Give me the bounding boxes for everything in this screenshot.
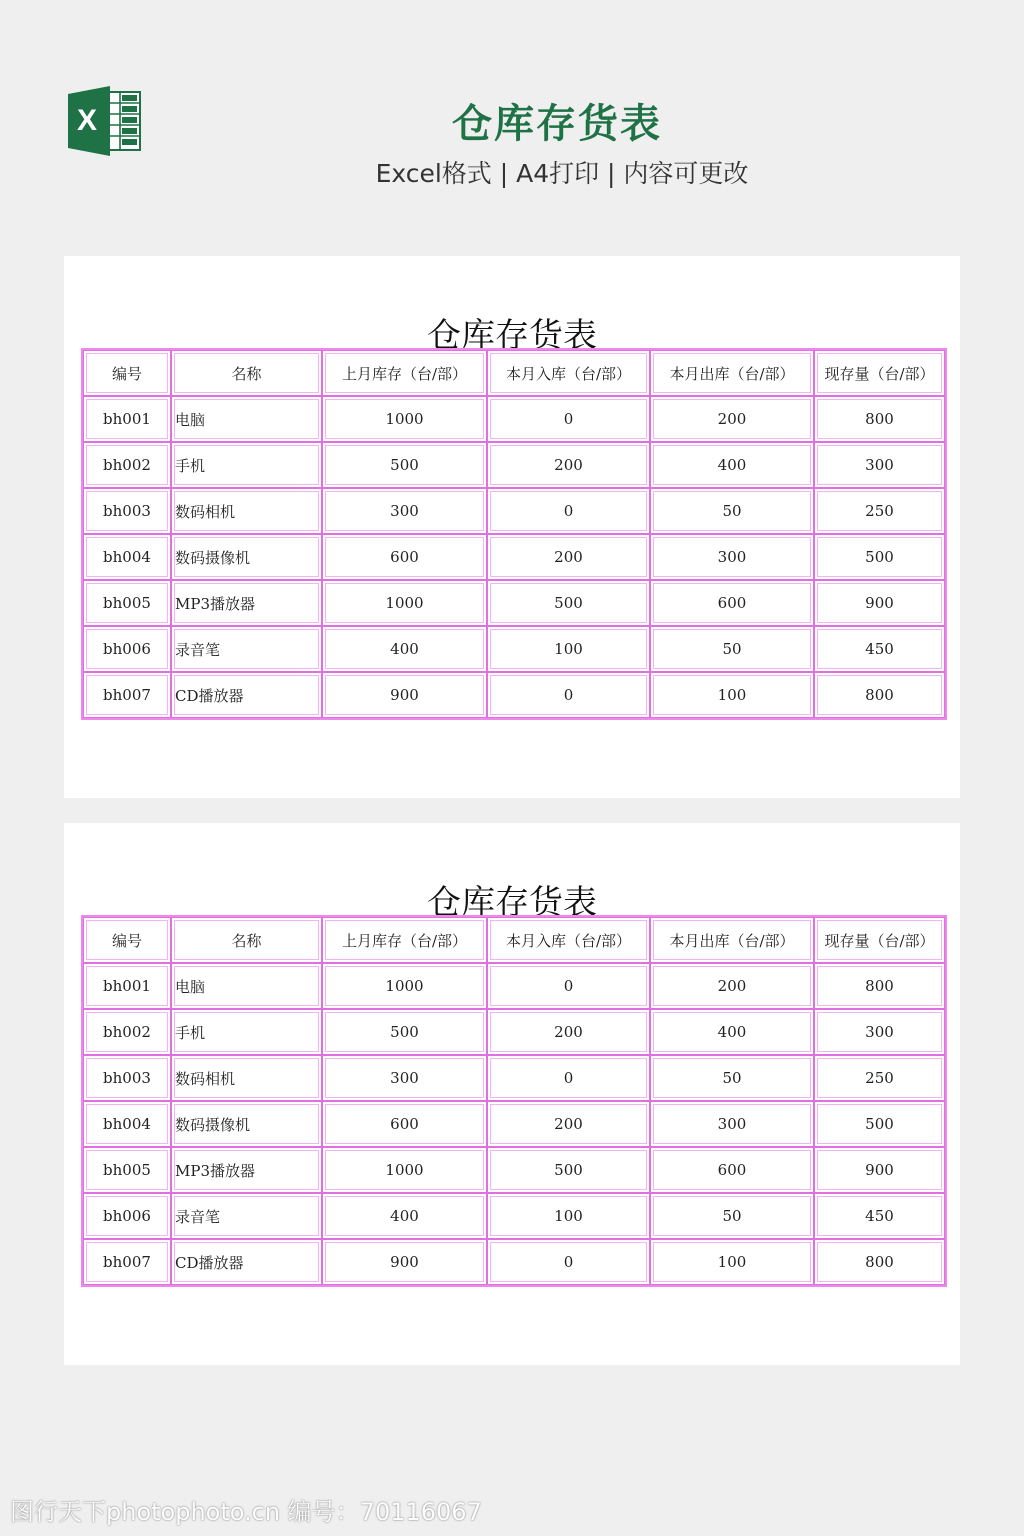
table-row [83,626,945,672]
cell-id: bh006 [83,626,171,672]
cell-in: 100 [487,1193,650,1239]
cell-out: 50 [650,1193,814,1239]
table-row [83,672,945,718]
cell-last-month: 400 [322,1193,487,1239]
sheet-preview-1 [64,256,960,798]
column-header: 名称 [171,917,322,963]
cell-id: bh003 [83,1055,171,1101]
table-row [83,1101,945,1147]
cell-name: MP3播放器 [171,580,322,626]
cell-in: 0 [487,1239,650,1285]
cell-current: 800 [814,1239,945,1285]
cell-name: CD播放器 [171,1239,322,1285]
cell-in: 200 [487,1101,650,1147]
cell-name: 数码摄像机 [171,1101,322,1147]
cell-name: 电脑 [171,396,322,442]
page-subtitle: Excel格式 | A4打印 | 内容可更改 [375,159,749,188]
cell-last-month: 900 [322,672,487,718]
column-header: 编号 [83,917,171,963]
cell-id: bh004 [83,1101,171,1147]
cell-current: 450 [814,1193,945,1239]
cell-id: bh002 [83,1009,171,1055]
cell-id: bh002 [83,442,171,488]
column-header: 本月入库（台/部） [487,350,650,396]
cell-current: 250 [814,488,945,534]
cell-last-month: 600 [322,1101,487,1147]
cell-current: 900 [814,580,945,626]
table-header-row [83,917,945,963]
cell-name: 数码相机 [171,1055,322,1101]
cell-out: 100 [650,672,814,718]
cell-in: 500 [487,1147,650,1193]
column-header: 编号 [83,350,171,396]
cell-name: 手机 [171,1009,322,1055]
cell-out: 200 [650,396,814,442]
cell-last-month: 900 [322,1239,487,1285]
column-header: 本月出库（台/部） [650,917,814,963]
cell-current: 450 [814,626,945,672]
table-row [83,1055,945,1101]
cell-in: 0 [487,672,650,718]
table-row [83,1009,945,1055]
cell-last-month: 1000 [322,1147,487,1193]
sheet-title: 仓库存货表 [427,316,597,356]
cell-out: 300 [650,1101,814,1147]
column-header: 名称 [171,350,322,396]
cell-id: bh003 [83,488,171,534]
table-row [83,534,945,580]
cell-last-month: 300 [322,1055,487,1101]
cell-name: 手机 [171,442,322,488]
cell-current: 300 [814,442,945,488]
cell-current: 500 [814,1101,945,1147]
cell-current: 800 [814,396,945,442]
cell-name: MP3播放器 [171,1147,322,1193]
column-header: 现存量（台/部） [814,350,945,396]
cell-id: bh001 [83,396,171,442]
cell-in: 500 [487,580,650,626]
cell-id: bh001 [83,963,171,1009]
cell-current: 300 [814,1009,945,1055]
cell-id: bh006 [83,1193,171,1239]
table-header-row [83,350,945,396]
cell-current: 250 [814,1055,945,1101]
cell-in: 200 [487,442,650,488]
cell-in: 200 [487,534,650,580]
cell-last-month: 1000 [322,963,487,1009]
cell-last-month: 500 [322,442,487,488]
cell-out: 600 [650,580,814,626]
cell-id: bh005 [83,580,171,626]
cell-last-month: 300 [322,488,487,534]
cell-out: 50 [650,626,814,672]
cell-name: 录音笔 [171,626,322,672]
cell-name: CD播放器 [171,672,322,718]
cell-name: 数码相机 [171,488,322,534]
cell-out: 100 [650,1239,814,1285]
cell-out: 50 [650,1055,814,1101]
cell-out: 400 [650,442,814,488]
sheet-preview-2 [64,823,960,1365]
cell-in: 0 [487,488,650,534]
cell-last-month: 400 [322,626,487,672]
cell-in: 0 [487,396,650,442]
cell-out: 200 [650,963,814,1009]
cell-current: 500 [814,534,945,580]
cell-in: 0 [487,1055,650,1101]
table-row [83,963,945,1009]
cell-last-month: 600 [322,534,487,580]
cell-out: 400 [650,1009,814,1055]
cell-out: 300 [650,534,814,580]
column-header: 本月出库（台/部） [650,350,814,396]
cell-current: 900 [814,1147,945,1193]
cell-id: bh007 [83,672,171,718]
cell-out: 50 [650,488,814,534]
cell-last-month: 500 [322,1009,487,1055]
table-row [83,580,945,626]
cell-name: 数码摄像机 [171,534,322,580]
table-row [83,1193,945,1239]
svg-text:X: X [76,104,98,137]
cell-current: 800 [814,963,945,1009]
cell-name: 电脑 [171,963,322,1009]
page-header [0,0,1024,240]
column-header: 现存量（台/部） [814,917,945,963]
table-row [83,1239,945,1285]
column-header: 上月库存（台/部） [322,917,487,963]
cell-last-month: 1000 [322,396,487,442]
table-row [83,442,945,488]
sheet-title: 仓库存货表 [427,883,597,923]
cell-in: 200 [487,1009,650,1055]
column-header: 本月入库（台/部） [487,917,650,963]
column-header: 上月库存（台/部） [322,350,487,396]
table-row [83,396,945,442]
cell-in: 100 [487,626,650,672]
table-row [83,488,945,534]
cell-id: bh005 [83,1147,171,1193]
cell-in: 0 [487,963,650,1009]
watermark: 图行天下photophoto.cn 编号：70116067 [10,1498,482,1526]
cell-out: 600 [650,1147,814,1193]
table-row [83,1147,945,1193]
cell-current: 800 [814,672,945,718]
cell-id: bh004 [83,534,171,580]
cell-last-month: 1000 [322,580,487,626]
cell-id: bh007 [83,1239,171,1285]
cell-name: 录音笔 [171,1193,322,1239]
inventory-table [81,348,947,720]
inventory-table [81,915,947,1287]
page-title: 仓库存货表 [452,101,662,147]
